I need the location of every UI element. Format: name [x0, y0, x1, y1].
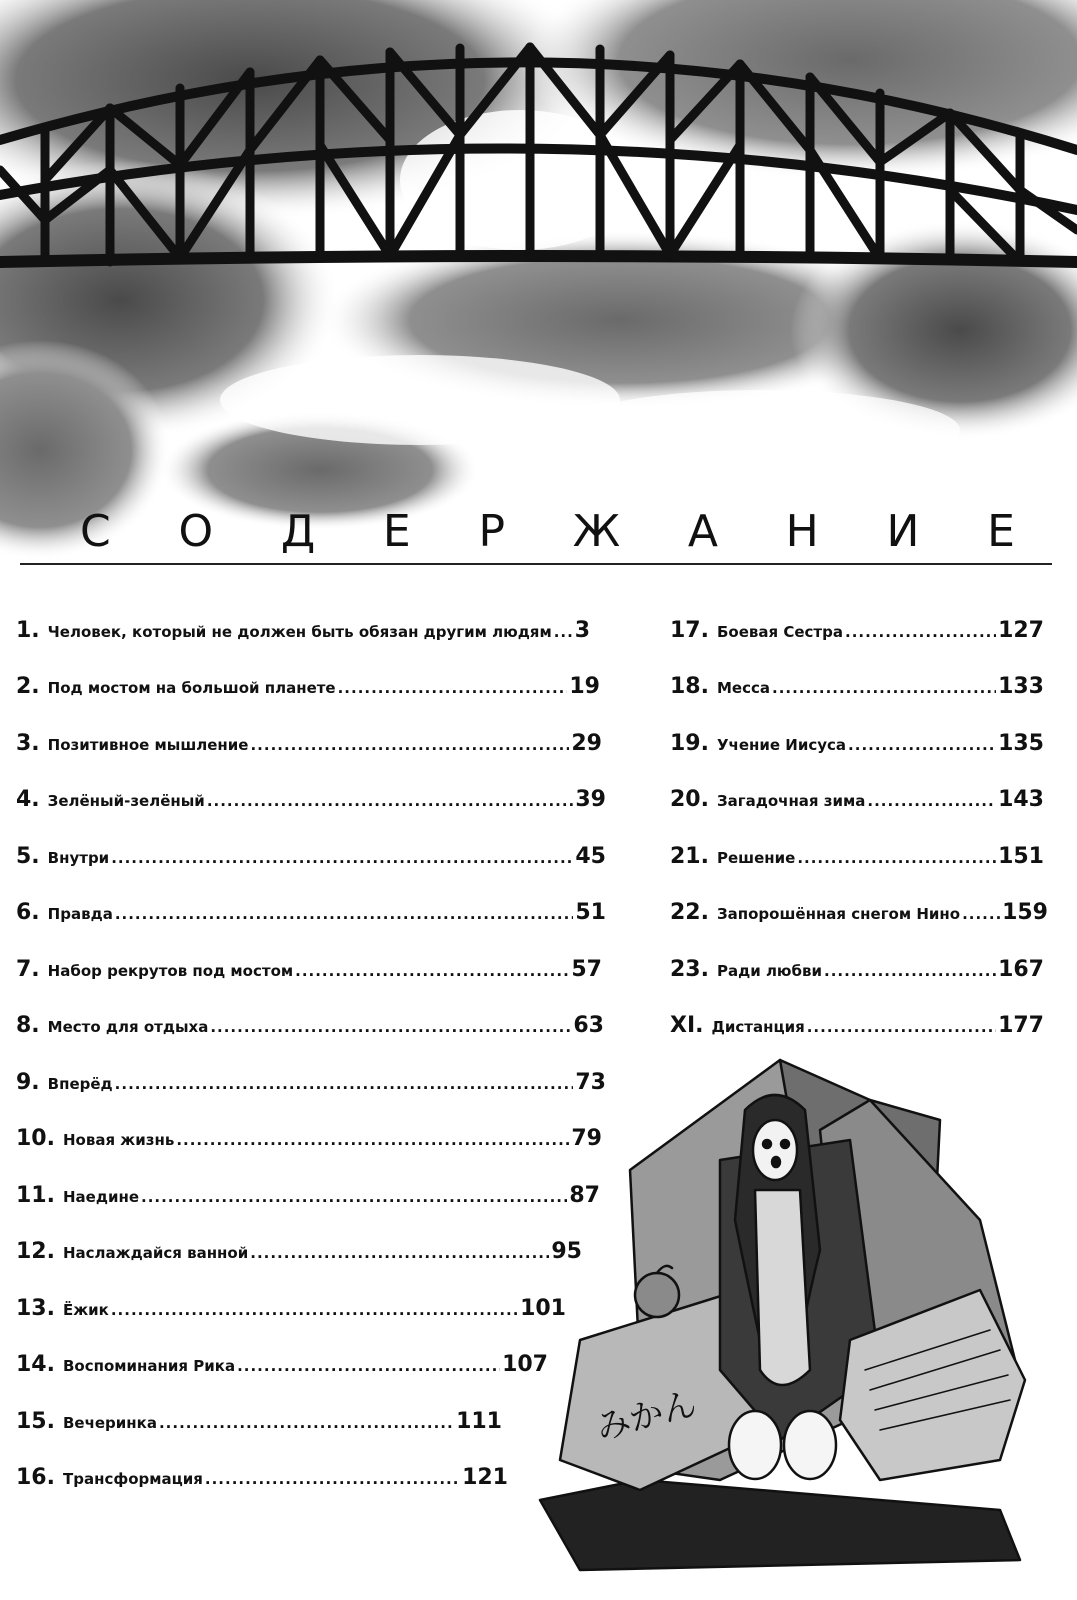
page-number: 151	[998, 844, 1044, 869]
toc-entry[interactable]	[16, 844, 606, 874]
orange-icon	[635, 1273, 679, 1317]
chapter-number: 11.	[16, 1183, 55, 1208]
dot-leader	[207, 792, 574, 810]
chapter-number: 21.	[670, 844, 709, 869]
chapter-number: 6.	[16, 900, 40, 925]
bridge-illustration	[0, 0, 1077, 560]
toc-entry[interactable]	[670, 844, 1044, 874]
chapter-title: Решение	[716, 849, 796, 867]
title-letter: Р	[478, 506, 505, 557]
body	[755, 1190, 810, 1385]
knee-left	[729, 1411, 781, 1479]
toc-entry[interactable]	[16, 1296, 566, 1326]
page-number: 159	[1002, 900, 1048, 925]
heading-divider	[20, 563, 1052, 565]
chapter-number: 7.	[16, 957, 40, 982]
page-number: 111	[456, 1409, 502, 1434]
dot-leader	[115, 1075, 574, 1093]
toc-entry[interactable]	[670, 1013, 1044, 1043]
chapter-number: 15.	[16, 1409, 55, 1434]
page-number: 177	[998, 1013, 1044, 1038]
toc-entry[interactable]	[670, 618, 1044, 648]
box-label: みかん	[591, 1383, 701, 1449]
dot-leader	[848, 736, 996, 754]
dot-leader	[845, 623, 996, 641]
page-number: 133	[998, 674, 1044, 699]
chapter-title: Ради любви	[716, 962, 822, 980]
chapter-title: Набор рекрутов под мостом	[47, 962, 294, 980]
dot-leader	[772, 679, 996, 697]
page-number: 3	[574, 618, 590, 643]
dot-leader	[141, 1188, 567, 1206]
toc-entry[interactable]	[16, 957, 602, 987]
chapter-title: Загадочная зима	[716, 792, 866, 810]
dot-leader	[554, 623, 573, 641]
chapter-number: 10.	[16, 1126, 55, 1151]
toc-entry[interactable]	[670, 900, 1048, 930]
toc-entry[interactable]	[16, 1013, 604, 1043]
page-number: 135	[998, 731, 1044, 756]
knee-right	[784, 1411, 836, 1479]
toc-entry[interactable]	[16, 1409, 502, 1439]
toc-entry[interactable]	[670, 957, 1044, 987]
page-number: 79	[571, 1126, 602, 1151]
chapter-number: 13.	[16, 1296, 55, 1321]
title-letter: Е	[382, 506, 411, 557]
toc-entry[interactable]	[16, 618, 590, 648]
page-number: 39	[575, 787, 606, 812]
chapter-number: 22.	[670, 900, 709, 925]
page-number: 19	[569, 674, 600, 699]
title-letter: Н	[785, 506, 819, 557]
dot-leader	[797, 849, 996, 867]
chapter-number: 4.	[16, 787, 40, 812]
chapter-title: Под мостом на большой планете	[47, 679, 336, 697]
chapter-title: Место для отдыха	[47, 1018, 209, 1036]
chapter-number: 16.	[16, 1465, 55, 1490]
chapter-title: Учение Иисуса	[716, 736, 847, 754]
face	[753, 1120, 797, 1180]
mouth	[772, 1157, 780, 1167]
dot-leader	[807, 1018, 996, 1036]
chapter-number: 20.	[670, 787, 709, 812]
page-number: 63	[573, 1013, 604, 1038]
chapter-title: Наслаждайся ванной	[62, 1244, 249, 1262]
page-number: 143	[998, 787, 1044, 812]
page-number: 127	[998, 618, 1044, 643]
dot-leader	[115, 905, 574, 923]
chapter-number: 12.	[16, 1239, 55, 1264]
eye-left	[763, 1140, 771, 1148]
chapter-title: Трансформация	[62, 1470, 203, 1488]
toc-entry[interactable]	[16, 787, 606, 817]
toc-entry[interactable]	[16, 900, 606, 930]
toc-entry[interactable]	[16, 1126, 602, 1156]
dot-leader	[295, 962, 569, 980]
page-number: 57	[571, 957, 602, 982]
chapter-title: Внутри	[47, 849, 110, 867]
toc-entry[interactable]	[670, 731, 1044, 761]
chapter-number: 8.	[16, 1013, 40, 1038]
chapter-title: Месса	[716, 679, 770, 697]
dot-leader	[159, 1414, 454, 1432]
toc-entry[interactable]	[16, 1183, 600, 1213]
eye-right	[781, 1140, 789, 1148]
chapter-title: Зелёный-зелёный	[47, 792, 205, 810]
chapter-title: Запорошённая снегом Нино	[716, 905, 961, 923]
chapter-number: 17.	[670, 618, 709, 643]
page-number: 101	[520, 1296, 566, 1321]
page-number: 29	[571, 731, 602, 756]
chapter-number: 23.	[670, 957, 709, 982]
chapter-title: Новая жизнь	[62, 1131, 175, 1149]
toc-entry[interactable]	[16, 1070, 606, 1100]
dot-leader	[176, 1131, 569, 1149]
page-number: 87	[569, 1183, 600, 1208]
chapter-title: Наедине	[62, 1188, 139, 1206]
toc-entry[interactable]	[16, 674, 600, 704]
title-letter: О	[178, 506, 214, 557]
dot-leader	[205, 1470, 460, 1488]
dot-leader	[962, 905, 1000, 923]
page-number: 167	[998, 957, 1044, 982]
chapter-number: 9.	[16, 1070, 40, 1095]
toc-entry[interactable]	[16, 1352, 548, 1382]
title-letter: Е	[987, 506, 1015, 557]
chapter-title: Воспоминания Рика	[62, 1357, 236, 1375]
title-letter: И	[886, 506, 920, 557]
page-number: 73	[575, 1070, 606, 1095]
chapter-number: XI.	[670, 1013, 704, 1038]
title-letter: Ж	[572, 506, 621, 557]
toc-entry[interactable]	[670, 674, 1044, 704]
title-letter: С	[80, 506, 111, 557]
chapter-title: Вперёд	[47, 1075, 113, 1093]
page-number: 121	[462, 1465, 508, 1490]
page-number: 45	[575, 844, 606, 869]
title-letter: А	[687, 506, 718, 557]
toc-entry[interactable]	[16, 1465, 508, 1495]
toc-entry[interactable]	[16, 731, 602, 761]
page-number: 107	[502, 1352, 548, 1377]
chapter-number: 18.	[670, 674, 709, 699]
chapter-number: 2.	[16, 674, 40, 699]
chapter-title: Правда	[47, 905, 113, 923]
chapter-title: Вечеринка	[62, 1414, 157, 1432]
dot-leader	[867, 792, 996, 810]
page-number: 95	[551, 1239, 582, 1264]
chapter-title: Человек, который не должен быть обязан другим людям	[47, 623, 552, 641]
dot-leader	[338, 679, 568, 697]
dot-leader	[250, 736, 569, 754]
page-title	[80, 506, 1015, 557]
chapter-title: Позитивное мышление	[47, 736, 249, 754]
chapter-number: 3.	[16, 731, 40, 756]
dot-leader	[210, 1018, 571, 1036]
chapter-title: Боевая Сестра	[716, 623, 843, 641]
dot-leader	[111, 849, 573, 867]
chapter-number: 5.	[16, 844, 40, 869]
dot-leader	[237, 1357, 500, 1375]
dot-leader	[824, 962, 996, 980]
chapter-title: Ёжик	[62, 1301, 109, 1319]
dot-leader	[250, 1244, 549, 1262]
chapter-number: 1.	[16, 618, 40, 643]
chapter-number: 14.	[16, 1352, 55, 1377]
title-letter: Д	[280, 506, 316, 557]
page-number: 51	[575, 900, 606, 925]
girl-under-cardboard-illustration	[520, 1040, 1040, 1575]
chapter-title: Дистанция	[711, 1018, 805, 1036]
chapter-number: 19.	[670, 731, 709, 756]
ground-shadow	[540, 1480, 1020, 1570]
dot-leader	[111, 1301, 518, 1319]
toc-entry[interactable]	[670, 787, 1044, 817]
toc-entry[interactable]	[16, 1239, 582, 1269]
